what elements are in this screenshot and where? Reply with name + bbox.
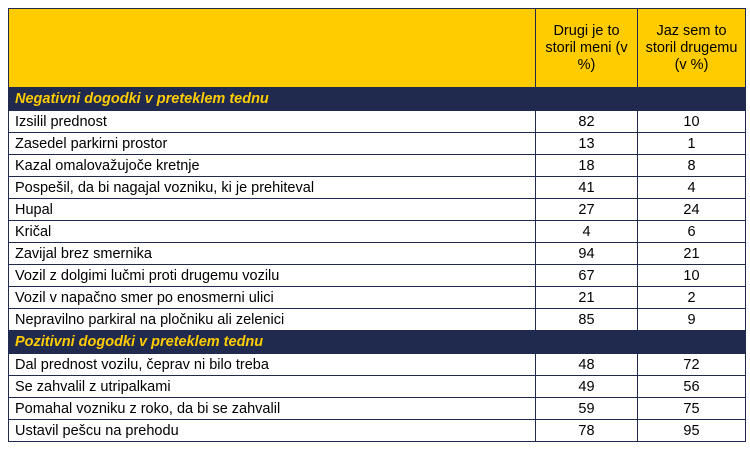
value-done-to-me: 4 <box>536 221 638 243</box>
row-label: Nepravilno parkiral na pločniku ali zelenici <box>9 309 536 331</box>
value-done-by-me: 6 <box>638 221 746 243</box>
table-row <box>9 133 746 155</box>
row-label: Zasedel parkirni prostor <box>9 133 536 155</box>
section-header-row <box>9 331 746 354</box>
header-col-done-to-me: Drugi je to storil meni (v %) <box>536 9 638 88</box>
row-label: Pomahal vozniku z roko, da bi se zahvalil <box>9 398 536 420</box>
value-done-by-me: 10 <box>638 265 746 287</box>
section-title: Pozitivni dogodki v preteklem tednu <box>9 331 746 354</box>
row-label: Kričal <box>9 221 536 243</box>
value-done-to-me: 78 <box>536 420 638 442</box>
row-label: Ustavil pešcu na prehodu <box>9 420 536 442</box>
value-done-to-me: 49 <box>536 376 638 398</box>
value-done-by-me: 10 <box>638 111 746 133</box>
value-done-to-me: 94 <box>536 243 638 265</box>
value-done-by-me: 72 <box>638 354 746 376</box>
row-label: Zavijal brez smernika <box>9 243 536 265</box>
table-row <box>9 287 746 309</box>
value-done-by-me: 9 <box>638 309 746 331</box>
value-done-to-me: 18 <box>536 155 638 177</box>
table-row <box>9 111 746 133</box>
row-label: Pospešil, da bi nagajal vozniku, ki je prehiteval <box>9 177 536 199</box>
value-done-to-me: 27 <box>536 199 638 221</box>
table-row <box>9 221 746 243</box>
value-done-by-me: 21 <box>638 243 746 265</box>
table-row <box>9 420 746 442</box>
row-label: Hupal <box>9 199 536 221</box>
row-label: Izsilil prednost <box>9 111 536 133</box>
section-title: Negativni dogodki v preteklem tednu <box>9 88 746 111</box>
row-label: Vozil z dolgimi lučmi proti drugemu vozilu <box>9 265 536 287</box>
table-row <box>9 199 746 221</box>
value-done-to-me: 82 <box>536 111 638 133</box>
table-row <box>9 155 746 177</box>
table-row <box>9 376 746 398</box>
value-done-by-me: 2 <box>638 287 746 309</box>
value-done-to-me: 41 <box>536 177 638 199</box>
table-row <box>9 354 746 376</box>
value-done-to-me: 21 <box>536 287 638 309</box>
value-done-to-me: 85 <box>536 309 638 331</box>
table-row <box>9 243 746 265</box>
table-body <box>9 88 746 442</box>
value-done-to-me: 13 <box>536 133 638 155</box>
header-row <box>9 9 746 88</box>
row-label: Kazal omalovažujoče kretnje <box>9 155 536 177</box>
value-done-by-me: 24 <box>638 199 746 221</box>
value-done-by-me: 4 <box>638 177 746 199</box>
section-header-row <box>9 88 746 111</box>
table-row <box>9 309 746 331</box>
value-done-by-me: 95 <box>638 420 746 442</box>
value-done-by-me: 56 <box>638 376 746 398</box>
value-done-to-me: 59 <box>536 398 638 420</box>
value-done-by-me: 1 <box>638 133 746 155</box>
row-label: Dal prednost vozilu, čeprav ni bilo treba <box>9 354 536 376</box>
table-row <box>9 398 746 420</box>
value-done-to-me: 48 <box>536 354 638 376</box>
value-done-by-me: 75 <box>638 398 746 420</box>
table-row <box>9 177 746 199</box>
row-label: Se zahvalil z utripalkami <box>9 376 536 398</box>
table-row <box>9 265 746 287</box>
header-col-done-by-me: Jaz sem to storil drugemu (v %) <box>638 9 746 88</box>
table-container <box>8 8 745 442</box>
survey-table <box>8 8 746 442</box>
header-empty-cell <box>9 9 536 88</box>
value-done-by-me: 8 <box>638 155 746 177</box>
row-label: Vozil v napačno smer po enosmerni ulici <box>9 287 536 309</box>
value-done-to-me: 67 <box>536 265 638 287</box>
